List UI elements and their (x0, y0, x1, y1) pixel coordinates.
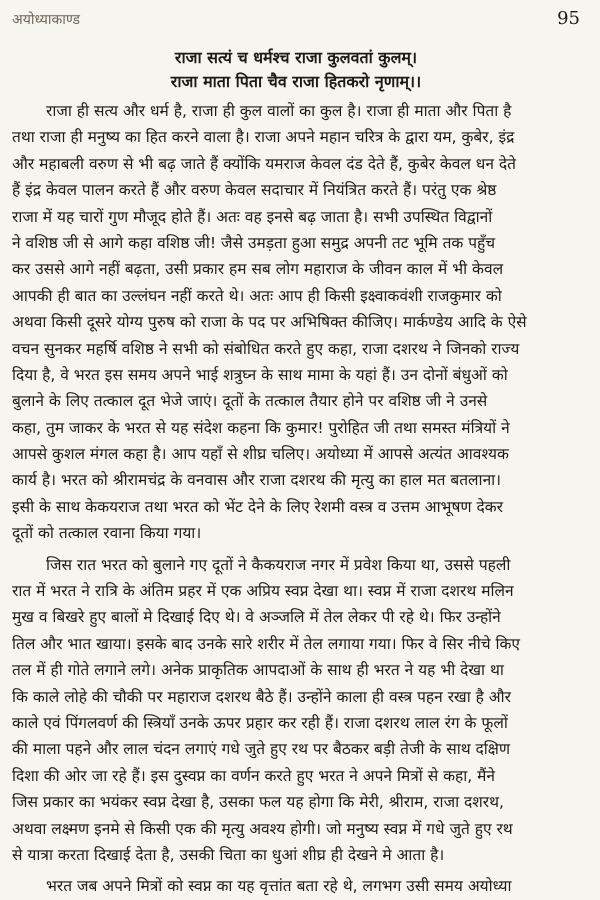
text-line: राजा में यह चारों गुण मौजूद होते हैं। अतः वह इनसे बढ़ जाता है। सभी उपस्थित विद्वानों (12, 207, 493, 226)
text-line: से यात्रा करता दिखाई देता है, उसकी चिता का धुआं शीघ्र ही देखने मे आता है। (12, 845, 445, 864)
paragraph (12, 552, 580, 869)
text-line: राजा ही सत्य और धर्म है, राजा ही कुल वालों का कुल है। राजा ही माता और पिता है (46, 102, 512, 120)
text-line: कहा, तुम जाकर के भरत से यह संदेश कहना कि कुमार! पुरोहित जी तथा समस्त मंत्रियों ने (12, 418, 510, 437)
text-line: अथवा लक्ष्मण इनमे से किसी एक की मृत्यु अवश्य होगी। जो मनुष्य स्वप्न में गधे जुते हुए रथ (12, 819, 513, 838)
running-header-title: अयोध्याकाण्ड (12, 12, 80, 28)
paragraph (12, 98, 580, 547)
text-line: कि काले लोहे की चौकी पर महाराज दशरथ बैठे हैं। उन्होंने काला ही वस्त्र पहन रखा है और (12, 687, 512, 706)
paragraph (12, 873, 580, 899)
text-line: कार्य है। भरत को श्रीरामचंद्र के वनवास और राजा दशरथ की मृत्यु का हाल मत बतलाना। (12, 471, 502, 490)
text-line: दिशा की ओर जा रहे हैं। इस दुस्वप्न का वर्णन करते हुए भरत ने अपने मित्रों से कहा, मैंने (12, 766, 496, 785)
text-line: हैं इंद्र केवल पालन करते हैं और वरुण केवल सदाचार में नियंत्रित करते हैं। परंतु एक श्रेष्ठ (12, 181, 497, 200)
text-line: इसी के साथ केकयराज तथा भरत को भेंट देने के लिए रेशमी वस्त्र व उत्तम आभूषण देकर (12, 497, 504, 516)
text-line: काले एवं पिंगलवर्ण की स्त्रियाँ उनके ऊपर प्रहार कर रही हैं। राजा दशरथ लाल रंग के फूलों (12, 713, 508, 732)
text-line: दिया है, वे भरत इस समय अपने भाई शत्रुघ्न के साथ मामा के यहां हैं। उन दोनों बंधुओं को (12, 365, 508, 384)
body-text (12, 98, 580, 900)
text-line: की माला पहने और लाल चंदन लगाएं गधे जुते हुए रथ पर बैठकर बड़ी तेजी के साथ दक्षिण (12, 740, 511, 759)
text-line: तिल और भात खाया। इसके बाद उनके सारे शरीर में तेल लगाया गया। फिर वे सिर नीचे किए (12, 634, 520, 653)
text-line: मुख व बिखरे हुए बालों मे दिखाई दिए थे। वे अञ्जलि में तेल लेकर पी रहे थे। फिर उन्होंने (12, 608, 501, 627)
text-line: अथवा किसी दूसरे योग्य पुरुष को राजा के पद पर अभिषिक्त कीजिए। मार्कण्डेय आदि के ऐसे (12, 313, 527, 332)
text-line: कर उससे आगे नहीं बढ़ता, उसी प्रकार हम सब लोग महाराज के जीवन काल में भी केवल (12, 260, 504, 279)
text-line: और महाबली वरुण से भी बढ़ जाते हैं क्योंकि यमराज केवल दंड देते हैं, कुबेर केवल धन देते (12, 154, 516, 173)
text-line: आपकी ही बात का उल्लंघन नहीं करते थे। अतः आप ही किसी इक्ष्वाकवंशी राजकुमार को (12, 286, 502, 305)
text-line: भरत जब अपने मित्रों को स्वप्न का यह वृत्तांत बता रहे थे, लगभग उसी समय अयोध्या (46, 877, 512, 896)
verse-line: राजा माता पिता चैव राजा हितकरो नृणाम्।। (170, 72, 422, 91)
text-line: बुलाने के लिए तत्काल दूत भेजे जाएं। दूतों के तत्काल तैयार होने पर वशिष्ठ जी ने उनसे (12, 392, 488, 411)
text-line: वचन सुनकर महर्षि वशिष्ठ ने सभी को संबोधित करते हुए कहा, राजा दशरथ ने जिनको राज्य (12, 339, 520, 358)
text-line: रात में भरत ने रात्रि के अंतिम प्रहर में एक अप्रिय स्वप्न देखा था। स्वप्न में राजा दशरथ मलिन (12, 582, 514, 601)
text-line: ने वशिष्ठ जी से आगे कहा वशिष्ठ जी! जैसे उमड़ता हुआ समुद्र अपनी तट भूमि तक पहुँच (12, 233, 496, 252)
page-number: 95 (557, 8, 580, 29)
text-line: दूतों को तत्काल रवाना किया गया। (12, 524, 202, 543)
text-line: जिस प्रकार का भयंकर स्वप्न देखा है, उसका फल यह होगा कि मेरी, श्रीराम, राजा दशरथ, (12, 793, 504, 812)
text-line: तल में ही गोते लगाने लगे। अनेक प्राकृतिक आपदाओं के साथ ही भरत ने यह भी देखा था (12, 661, 504, 680)
text-line: तथा राजा ही मनुष्य का हित करने वाला है। राजा अपने महान चरित्र के द्वारा यम, कुबेर, इंद्र (12, 128, 515, 147)
text-line: जिस रात भरत को बुलाने गए दूतों ने कैकयराज नगर में प्रवेश किया था, उससे पहली (46, 555, 511, 574)
verse-line: राजा सत्यं च धर्मश्च राजा कुलवतां कुलम्। (174, 48, 418, 67)
running-header (12, 0, 580, 30)
sanskrit-verse (12, 46, 580, 94)
text-line: आपसे कुशल मंगल कहा है। आप यहाँ से शीघ्र चलिए। अयोध्या में आपसे अत्यंत आवश्यक (12, 445, 509, 464)
